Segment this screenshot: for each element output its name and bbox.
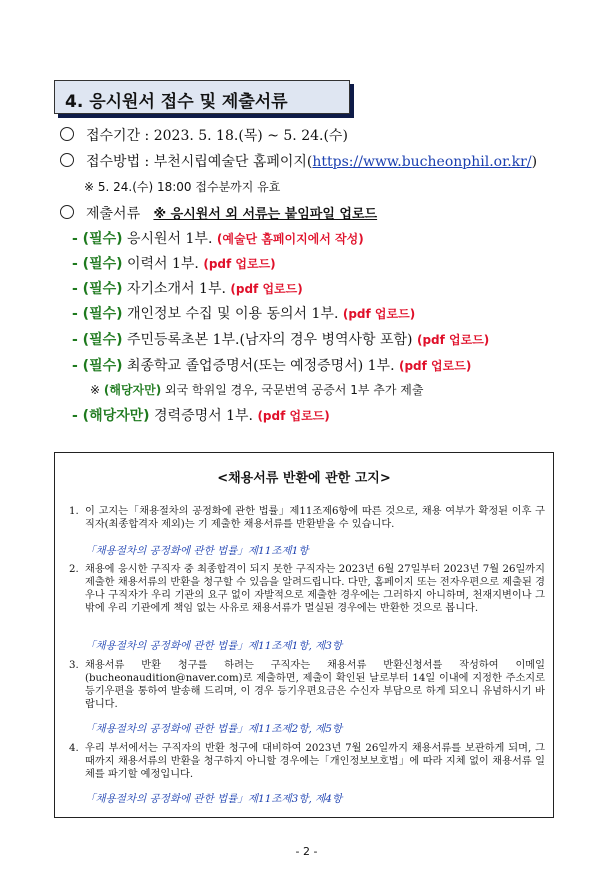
docs-line [60, 203, 377, 223]
doc-note: (예술단 홈페이지에서 작성) [216, 232, 364, 246]
notice-item [69, 563, 545, 615]
method-close: ) [531, 154, 538, 170]
doc-note: (pdf 업로드) [257, 409, 330, 423]
doc-text: 주민등록초본 1부.(남자의 경우 병역사항 포함) [122, 332, 413, 348]
docs-note: ※ 응시원서 외 서류는 붙임파일 업로드 [153, 207, 378, 222]
notice-title: <채용서류 반환에 관한 고지> [217, 471, 391, 486]
period-value: 2023. 5. 18.(목) ~ 5. 24.(수) [153, 128, 348, 144]
method-note: ※ 5. 24.(수) 18:00 접수분까지 유효 [84, 180, 281, 194]
docs-label: 제출서류 [86, 206, 141, 222]
doc-item-last [72, 405, 330, 425]
doc-tag: - (해당자만) [72, 408, 150, 424]
doc-note: (pdf 업로드) [398, 359, 472, 373]
notice-item [69, 505, 545, 531]
notice-item-number: 2. [69, 564, 79, 575]
circle-bullet-icon [60, 127, 74, 141]
doc-tag: - (필수) [72, 231, 123, 247]
notice-item-number: 3. [69, 660, 79, 671]
doc-sub-text: 외국 학위일 경우, 국문번역 공증서 1부 추가 제출 [161, 383, 424, 397]
doc-item [72, 278, 303, 298]
page-number: - 2 - [295, 845, 318, 858]
doc-note: (pdf 업로드) [416, 333, 490, 347]
doc-tag: - (필수) [72, 281, 123, 297]
doc-tag: - (필수) [72, 256, 123, 272]
doc-tag: - (필수) [72, 358, 123, 374]
notice-ref: 「채용절차의 공정화에 관한 법률」제11조제2항, 제5항 [85, 723, 343, 735]
notice-ref: 「채용절차의 공정화에 관한 법률」제11조제1항 [85, 545, 309, 557]
doc-item [72, 355, 471, 375]
note-mark: ※ [90, 383, 104, 397]
homepage-link[interactable]: https://www.bucheonphil.or.kr/ [312, 154, 532, 170]
notice-box [54, 452, 554, 818]
doc-tag: - (필수) [72, 306, 123, 322]
doc-text: 개인정보 수집 및 이용 동의서 1부. [122, 306, 339, 322]
doc-text: 경력증명서 1부. [149, 408, 253, 424]
notice-item-text: 이 고지는「채용절차의 공정화에 관한 법률」제11조제6항에 따른 것으로, 채용 여부가 확정된 이후 구직자(최종합격자 제외)는 기 제출한 채용서류를 반환받을 수 있습니다. [85, 506, 545, 530]
doc-text: 최종학교 졸업증명서(또는 예정증명서) 1부. [122, 358, 395, 374]
notice-item-text: 우리 부서에서는 구직자의 반환 청구에 대비하여 2023년 7월 26일까지 채용서류를 보관하게 되며, 그 때까지 채용서류의 반환을 청구하지 아니할 경우에는「개인정보보호법」에 따라 지체 없이 채용서류 일체를 파기할 예정입니다. [85, 743, 545, 780]
doc-item [72, 253, 276, 273]
doc-note: (pdf 업로드) [342, 307, 416, 321]
notice-item [69, 659, 545, 711]
notice-item-text: 채용에 응시한 구직자 중 최종합격이 되지 못한 구직자는 2023년 6월 27일부터 2023년 7월 26일까지 제출한 채용서류의 반환을 청구할 수 있음을 알려드립니다. 다만, 홈페이지 또는 전자우편으로 제출된 경우나 구직자가 우리 기관의 요구 없이 자발적으로 제출한 경우에는 그러하지 아니하며, 천재지변이나 그 밖에 우리 기관에게 책임 없는 사유로 채용서류가 멸실된 경우에는 반환한 것으로 봅니다. [85, 564, 545, 614]
circle-bullet-icon [60, 153, 74, 167]
doc-tag: - (필수) [72, 332, 123, 348]
doc-text: 자기소개서 1부. [122, 281, 226, 297]
method-label: 접수방법 : 부천시립예술단 홈페이지( [86, 154, 313, 170]
doc-text: 이력서 1부. [122, 256, 199, 272]
doc-note: (pdf 업로드) [203, 257, 276, 271]
notice-item-number: 1. [69, 506, 79, 517]
notice-item [69, 742, 545, 781]
notice-item-text: 채용서류 반환 청구를 하려는 구직자는 채용서류 반환신청서를 작성하여 이메일(bucheonaudition@naver.com)로 제출하면, 제출이 확인된 날로부터 14일 이내에 지정한 주소지로 등기우편을 통하여 발송해 드리며, 이 경우 등기우편요금은 수신자 부담으로 하게 되오니 유념하시기 바랍니다. [85, 660, 545, 710]
doc-sub-note [90, 381, 423, 398]
period-line [60, 125, 348, 145]
doc-item [72, 303, 415, 323]
circle-bullet-icon [60, 205, 74, 219]
method-line [60, 151, 537, 171]
notice-ref: 「채용절차의 공정화에 관한 법률」제11조제3항, 제4항 [85, 793, 343, 805]
section-title: 4. 응시원서 접수 및 제출서류 [65, 92, 288, 112]
doc-text: 응시원서 1부. [122, 231, 213, 247]
notice-item-number: 4. [69, 743, 79, 754]
notice-ref: 「채용절차의 공정화에 관한 법률」제11조제1항, 제3항 [85, 640, 343, 652]
period-label: 접수기간 : [86, 128, 154, 144]
doc-note: (pdf 업로드) [230, 282, 303, 296]
doc-item [72, 228, 364, 248]
section-title-box [54, 80, 350, 114]
doc-item [72, 329, 489, 349]
doc-sub-tag: (해당자만) [103, 383, 162, 397]
